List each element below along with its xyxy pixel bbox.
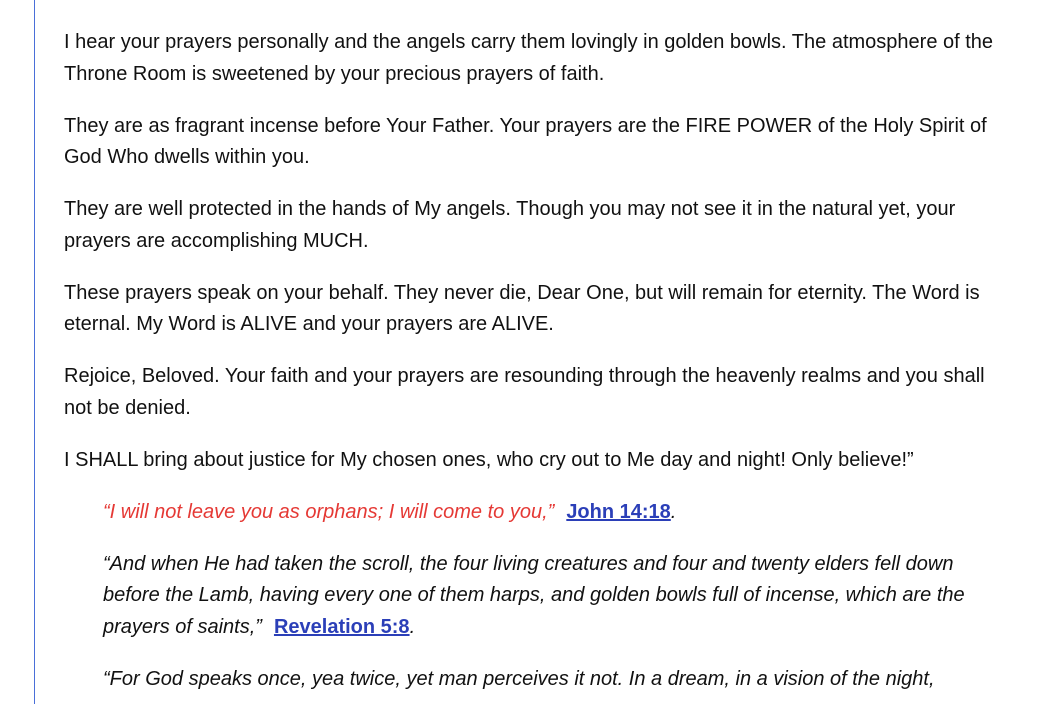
quote-text: “I will not leave you as orphans; I will come to you,”	[103, 500, 555, 523]
quote-trailing-punctuation: .	[409, 615, 416, 638]
scripture-quote-revelation	[103, 549, 1003, 644]
scripture-reference-link[interactable]: Revelation 5:8	[273, 615, 410, 638]
paragraph-rejoice-beloved: Rejoice, Beloved. Your faith and your prayers are resounding through the heavenly realms and you shall not be denied.	[64, 365, 985, 419]
quote-trailing-punctuation: .	[670, 500, 677, 523]
quote-text: “For God speaks once, yea twice, yet man perceives it not. In a dream, in a vision of the night,	[103, 667, 935, 690]
paragraph-prayers-speak: These prayers speak on your behalf. They never die, Dear One, but will remain for eternity. The Word is eternal. My Word is ALIVE and your prayers are ALIVE.	[64, 281, 980, 335]
scripture-quote-job	[103, 664, 1003, 696]
scripture-quote-john	[103, 497, 1003, 529]
document-body	[64, 27, 1014, 704]
scripture-reference-link[interactable]: John 14:18	[566, 500, 671, 523]
paragraph-justice-chosen-ones: I SHALL bring about justice for My chosen ones, who cry out to Me day and night! Only believe!”	[64, 448, 914, 471]
left-margin-rule	[34, 0, 35, 704]
paragraph-fragrant-incense: They are as fragrant incense before Your Father. Your prayers are the FIRE POWER of the Holy Spirit of God Who dwells within you.	[64, 114, 987, 168]
paragraph-prayers-golden-bowls: I hear your prayers personally and the angels carry them lovingly in golden bowls. The atmosphere of the Throne Room is sweetened by your precious prayers of faith.	[64, 31, 994, 85]
quote-text: “And when He had taken the scroll, the four living creatures and four and twenty elders fell down before the Lamb, having every one of them harps, and golden bowls full of incense, which are the prayers of saints,”	[103, 552, 965, 638]
paragraph-protected-by-angels: They are well protected in the hands of My angels. Though you may not see it in the natural yet, your prayers are accomplishing MUCH.	[64, 198, 956, 252]
